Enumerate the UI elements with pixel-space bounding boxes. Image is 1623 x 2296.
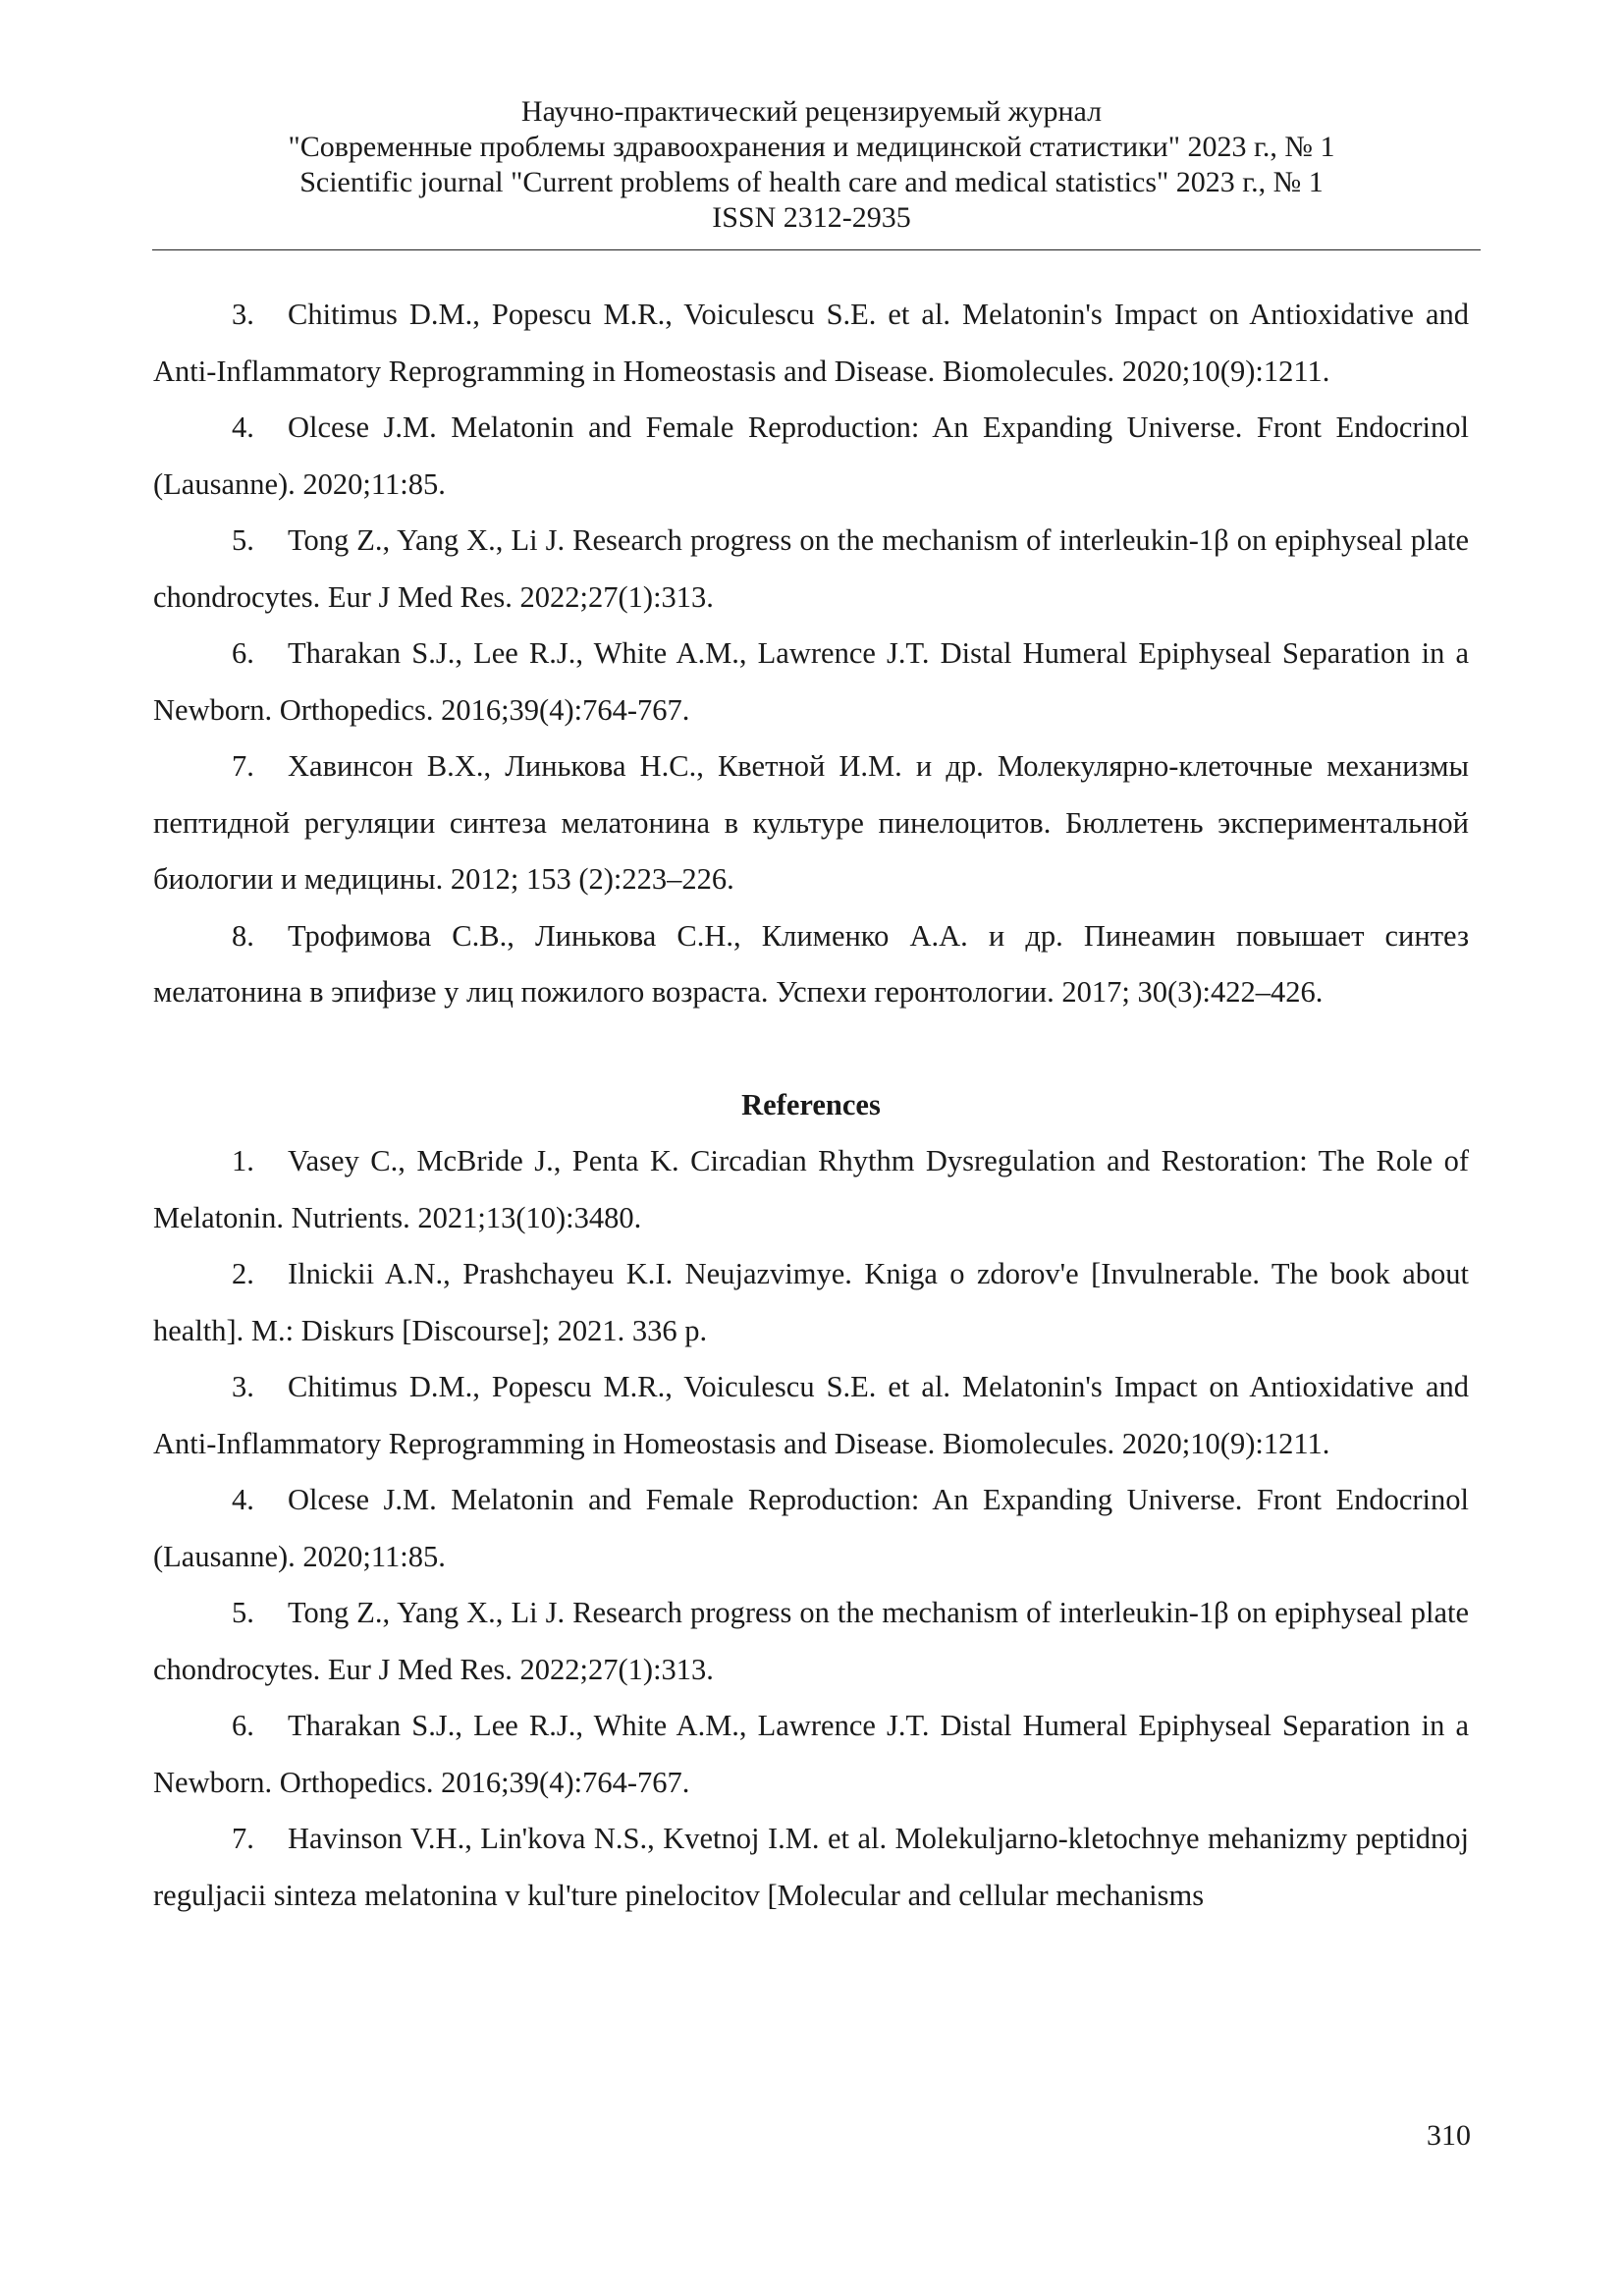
journal-header-line-1: Научно-практический рецензируемый журнал <box>520 95 1103 128</box>
literature-list <box>153 287 1469 1021</box>
journal-header <box>152 94 1471 236</box>
reference-item-text: Chitimus D.M., Popescu M.R., Voiculescu S.E. et al. Melatonin's Impact on Antioxidative and Anti-Inflammatory Reprogramming in Homeostasis and Disease. Biomolecules. 2020;10(9):1211. <box>153 1370 1469 1460</box>
reference-item-number: 3. <box>232 1370 254 1403</box>
reference-item-text: Vasey C., McBride J., Penta K. Circadian Rhythm Dysregulation and Restoration: The Role of Melatonin. Nutrients. 2021;13(10):3480. <box>153 1144 1469 1234</box>
reference-item <box>153 1133 1469 1246</box>
references-list <box>153 1133 1469 1924</box>
literature-item <box>153 287 1469 400</box>
literature-item <box>153 626 1469 738</box>
literature-item <box>153 513 1469 626</box>
journal-header-line-2: "Современные проблемы здравоохранения и медицинской статистики" 2023 г., № 1 <box>288 131 1335 163</box>
literature-item <box>153 738 1469 908</box>
literature-item-text: Tong Z., Yang X., Li J. Research progress on the mechanism of interleukin-1β on epiphyseal plate chondrocytes. Eur J Med Res. 2022;27(1):313. <box>153 523 1469 614</box>
section-spacer <box>153 1021 1469 1077</box>
reference-item <box>153 1359 1469 1472</box>
page-body <box>153 287 1469 1924</box>
reference-item-number: 2. <box>232 1257 254 1290</box>
reference-item-number: 5. <box>232 1596 254 1629</box>
reference-item <box>153 1698 1469 1811</box>
references-heading: References <box>741 1087 881 1121</box>
journal-header-line-4: ISSN 2312-2935 <box>712 201 911 234</box>
reference-item <box>153 1811 1469 1924</box>
literature-item <box>153 908 1469 1021</box>
literature-item-text: Трофимова С.В., Линькова С.Н., Клименко А.А. и др. Пинеамин повышает синтез мелатонина в эпифизе у лиц пожилого возраста. Успехи геронтологии. 2017; 30(3):422–426. <box>153 918 1469 1009</box>
reference-item-text: Ilnickii A.N., Prashchayeu K.I. Neujazvimye. Kniga o zdorov'e [Invulnerable. The book about health]. M.: Diskurs [Discourse]; 2021. 336 p. <box>153 1257 1469 1347</box>
reference-item-number: 1. <box>232 1144 254 1177</box>
reference-item-number: 7. <box>232 1822 254 1855</box>
reference-item <box>153 1585 1469 1698</box>
literature-item-number: 6. <box>232 636 254 670</box>
reference-item <box>153 1472 1469 1585</box>
literature-item-text: Tharakan S.J., Lee R.J., White A.M., Lawrence J.T. Distal Humeral Epiphyseal Separation in a Newborn. Orthopedics. 2016;39(4):764-767. <box>153 636 1469 727</box>
reference-item-text: Tharakan S.J., Lee R.J., White A.M., Lawrence J.T. Distal Humeral Epiphyseal Separation in a Newborn. Orthopedics. 2016;39(4):764-767. <box>153 1709 1469 1799</box>
reference-item-text: Olcese J.M. Melatonin and Female Reproduction: An Expanding Universe. Front Endocrinol (Lausanne). 2020;11:85. <box>153 1483 1469 1573</box>
header-divider <box>152 249 1481 250</box>
reference-item <box>153 1246 1469 1359</box>
literature-item-number: 5. <box>232 523 254 557</box>
literature-item-text: Olcese J.M. Melatonin and Female Reproduction: An Expanding Universe. Front Endocrinol (Lausanne). 2020;11:85. <box>153 410 1469 501</box>
literature-item-text: Хавинсон В.Х., Линькова Н.С., Кветной И.М. и др. Молекулярно-клеточные механизмы пептидной регуляции синтеза мелатонина в культуре пинелоцитов. Бюллетень экспериментальной биологии и медицины. 2012; 153 (2):223–226. <box>153 749 1469 896</box>
reference-item-number: 4. <box>232 1483 254 1516</box>
literature-item-number: 8. <box>232 918 254 953</box>
literature-item-number: 4. <box>232 410 254 444</box>
reference-item-text: Tong Z., Yang X., Li J. Research progress on the mechanism of interleukin-1β on epiphyseal plate chondrocytes. Eur J Med Res. 2022;27(1):313. <box>153 1596 1469 1686</box>
page-number: 310 <box>1427 2119 1471 2152</box>
literature-item-number: 3. <box>232 298 254 331</box>
literature-item <box>153 400 1469 513</box>
reference-item-number: 6. <box>232 1709 254 1742</box>
literature-item-number: 7. <box>232 749 254 783</box>
journal-header-line-3: Scientific journal "Current problems of health care and medical statistics" 2023 г., № 1 <box>299 166 1324 198</box>
reference-item-text: Havinson V.H., Lin'kova N.S., Kvetnoj I.M. et al. Molekuljarno-kletochnye mehanizmy peptidnoj reguljacii sinteza melatonina v kul'ture pinelocitov [Molecular and cellular mechanisms <box>153 1822 1469 1912</box>
literature-item-text: Chitimus D.M., Popescu M.R., Voiculescu S.E. et al. Melatonin's Impact on Antioxidative and Anti-Inflammatory Reprogramming in Homeostasis and Disease. Biomolecules. 2020;10(9):1211. <box>153 298 1469 388</box>
